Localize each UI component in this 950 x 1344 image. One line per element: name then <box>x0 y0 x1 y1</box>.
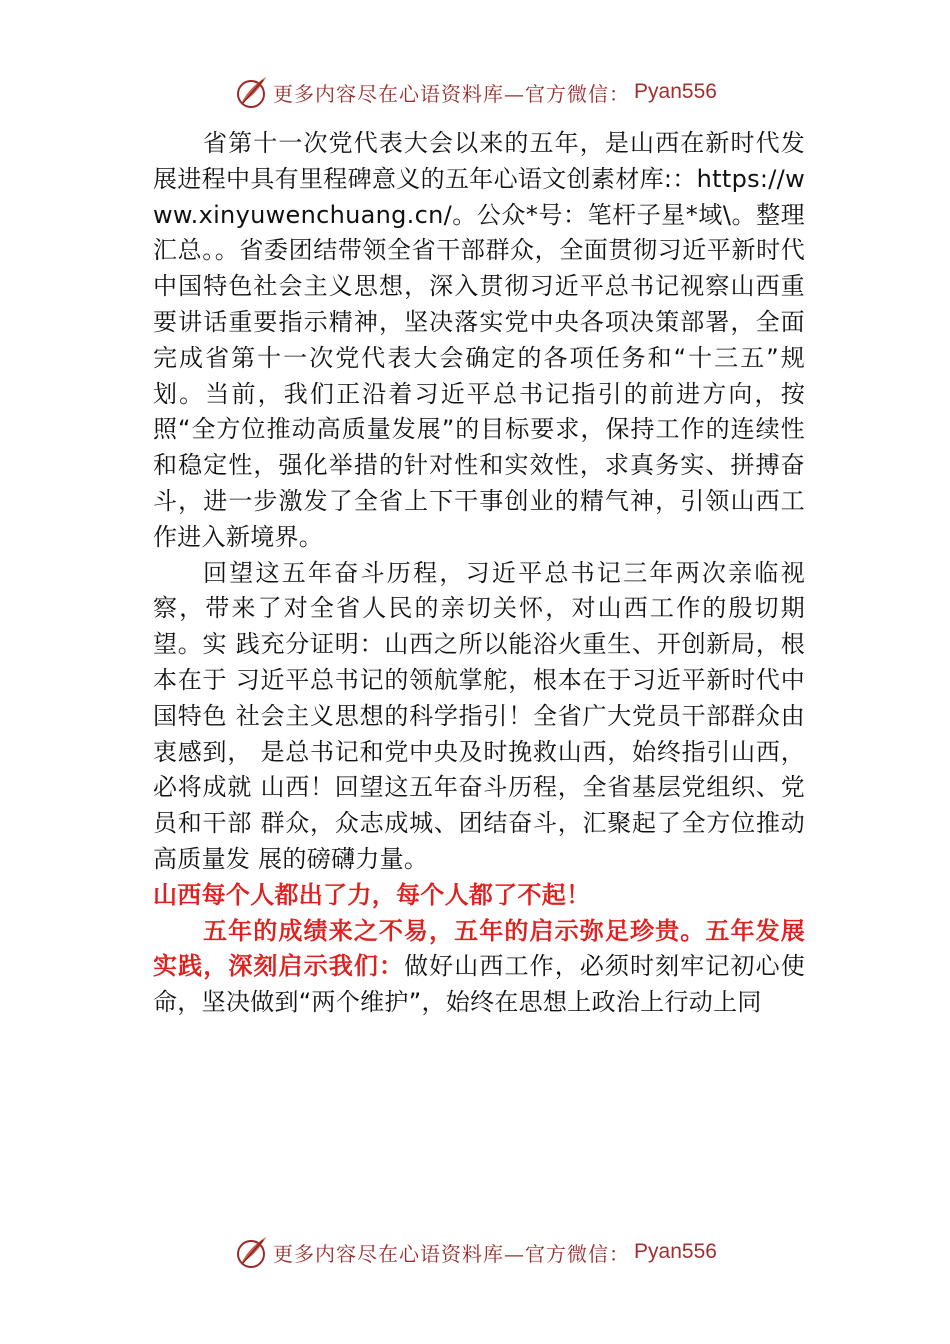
highlight-text: 山西每个人都出了力，每个人都了不起！ <box>153 880 591 909</box>
paragraph-1: 省第十一次党代表大会以来的五年，是山西在新时代发展进程中具有里程碑意义的五年心语文创素材库:：https://www.xinyuwenchuang.cn/。公众*号：笔杆子星*域\。整理汇总。。省委团结带领全省干部群众，全面贯彻习近平新时代中国特色社会主义思想，深入贯彻习近平总书记视察山西重要讲话重要指示精神，坚决落实党中央各项决策部署，全面完成省第十一次党代表大会确定的各项任务和“十三五”规划。当前，我们正沿着习近平总书记指引的前进方向，按照“全方位推动高质量发展”的目标要求，保持工作的连续性和稳定性，强化举措的针对性和实效性，求真务实、拼搏奋斗，进一步激发了全省上下干事创业的精气神，引领山西工作进入新境界。 <box>153 129 805 551</box>
document-body <box>153 126 805 1021</box>
feather-quill-logo-icon <box>233 74 269 110</box>
feather-quill-logo-icon <box>233 1234 269 1270</box>
footer-banner <box>0 1232 950 1272</box>
header-wechat-id: Pyan556 <box>634 80 717 103</box>
header-banner <box>0 72 950 112</box>
paragraph-3 <box>153 914 805 1021</box>
paragraph-2: 回望这五年奋斗历程，习近平总书记三年两次亲临视察，带来了对全省人民的亲切关怀，对山西工作的殷切期望。实 践充分证明：山西之所以能浴火重生、开创新局，根本在于 习近平总书记的领航掌舵，根本在于习近平新时代中国特色 社会主义思想的科学指引！全省广大党员干部群众由衷感到， 是总书记和党中央及时挽救山西，始终指引山西，必将成就 山西！回望这五年奋斗历程，全省基层党组织、党员和干部 群众，众志成城、团结奋斗，汇聚起了全方位推动高质量发 展的磅礴力量。 <box>153 558 805 873</box>
paragraph-3-lead: 五年的成绩来之不易，五年的启示弥足珍贵。五年发展实践，深刻启示我们： <box>153 916 805 981</box>
paragraph-2-highlight <box>153 878 805 914</box>
footer-wechat-id: Pyan556 <box>634 1240 717 1263</box>
header-text: 更多内容尽在心语资料库—官方微信： <box>273 81 631 106</box>
footer-text: 更多内容尽在心语资料库—官方微信： <box>273 1241 631 1266</box>
paragraph-3-body: 做好山西工作，必须时刻牢记初心使命，坚决做到“两个维护”，始终在思想上政治上行动上同 <box>153 952 805 1017</box>
